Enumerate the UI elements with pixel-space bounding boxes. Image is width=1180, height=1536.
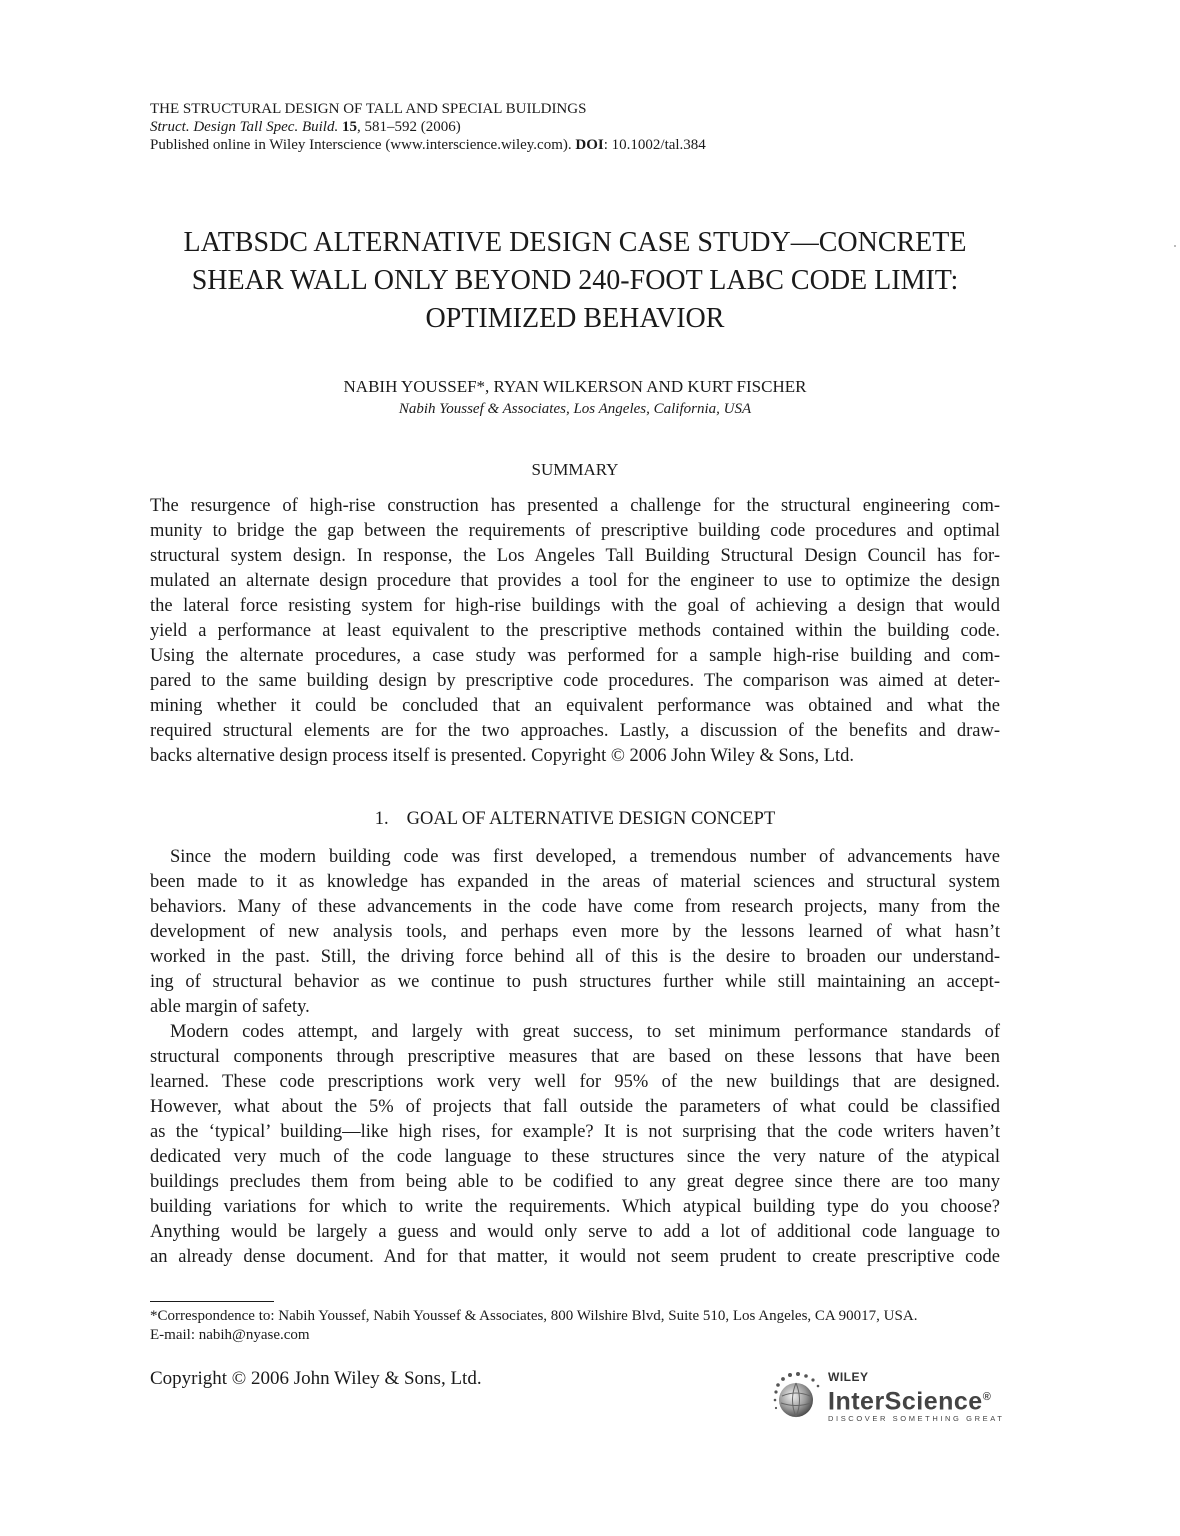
registered-mark: ® — [982, 1391, 992, 1403]
text-line: mulated an alternate design procedure that provides a tool for the engineer to use to optimize the design — [150, 571, 1000, 591]
logo-tagline: DISCOVER SOMETHING GREAT — [828, 1414, 1005, 1424]
logo-brand-name: InterScience — [828, 1387, 983, 1416]
text-line: The resurgence of high-rise construction has presented a challenge for the structural engineering com- — [150, 496, 1000, 516]
text-line: worked in the past. Still, the driving force behind all of this is the desire to broaden our understand- — [150, 947, 1000, 967]
wiley-interscience-logo — [772, 1370, 1004, 1422]
section-number: 1. — [374, 809, 389, 829]
logo-wiley: WILEY — [828, 1370, 869, 1384]
text-line: mining whether it could be concluded that an equivalent performance was obtained and what the — [150, 696, 1000, 716]
footnote-divider — [150, 1301, 274, 1302]
text-line: dedicated very much of the code language to these structures since the very nature of the atypical — [150, 1147, 1000, 1167]
text-line: ing of structural behavior as we continue to push structures further while still maintaining an accept- — [150, 972, 1000, 992]
text-line: an already dense document. And for that matter, it would not seem prudent to create prescriptive code — [150, 1247, 1000, 1267]
text-line: yield a performance at least equivalent to the prescriptive methods contained within the building code. — [150, 621, 1000, 641]
text-line: backs alternative design process itself is presented. Copyright © 2006 John Wiley & Sons, Ltd. — [150, 746, 855, 766]
paper-title — [150, 224, 1000, 338]
doi-value: : 10.1002/tal.384 — [603, 137, 706, 153]
text-line: munity to bridge the gap between the requirements of prescriptive building code procedures and optimal — [150, 521, 1000, 541]
publication-info — [150, 136, 706, 154]
section-heading — [150, 808, 1000, 830]
text-line: Modern codes attempt, and largely with great success, to set minimum performance standards of — [170, 1022, 1000, 1042]
title-line: OPTIMIZED BEHAVIOR — [425, 303, 725, 334]
summary-abstract — [150, 494, 1000, 769]
scan-artifact — [1174, 245, 1176, 247]
citation-volume: 15 — [341, 119, 357, 135]
footnote-line: *Correspondence to: Nabih Youssef, Nabih Youssef & Associates, 800 Wilshire Blvd, Suite 510, Los Angeles, CA 90017, USA. — [150, 1308, 918, 1324]
body-paragraph — [150, 845, 1000, 1020]
affiliation: Nabih Youssef & Associates, Los Angeles, California, USA — [398, 401, 752, 417]
text-line: pared to the same building design by prescriptive code procedures. The comparison was aimed at deter- — [150, 671, 1000, 691]
journal-header — [150, 100, 706, 154]
globe-icon — [772, 1370, 824, 1422]
section-title: GOAL OF ALTERNATIVE DESIGN CONCEPT — [406, 809, 776, 829]
doi-label: DOI — [575, 137, 604, 153]
citation-pages: , 581–592 (2006) — [356, 119, 461, 135]
text-line: building variations for which to write the requirements. Which atypical building type do you choose? — [150, 1197, 1000, 1217]
text-line: development of new analysis tools, and perhaps even more by the lessons learned of what hasn’t — [150, 922, 1000, 942]
text-line: able margin of safety. — [150, 997, 310, 1017]
text-line: the lateral force resisting system for high-rise buildings with the goal of achieving a design that would — [150, 596, 1000, 616]
text-line: as the ‘typical’ building—like high rises, for example? It is not surprising that the code writers haven’t — [150, 1122, 1000, 1142]
text-line: structural system design. In response, the Los Angeles Tall Building Structural Design Council has for- — [150, 546, 1000, 566]
footnote-email: E-mail: nabih@nyase.com — [150, 1327, 310, 1343]
published-online: Published online in Wiley Interscience (www.interscience.wiley.com). — [150, 137, 572, 153]
correspondence-footnote — [150, 1307, 1000, 1345]
text-line: structural components through prescriptive measures that are based on these lessons that have been — [150, 1047, 1000, 1067]
text-line: learned. These code prescriptions work very well for 95% of the new buildings that are designed. — [150, 1072, 1000, 1092]
text-line: Using the alternate procedures, a case study was performed for a sample high-rise building and com- — [150, 646, 1000, 666]
authors: NABIH YOUSSEF*, RYAN WILKERSON AND KURT FISCHER — [343, 377, 807, 396]
journal-page — [150, 0, 1005, 1536]
text-line: been made to it as knowledge has expanded in the areas of material sciences and structural system — [150, 872, 1000, 892]
logo-text — [828, 1370, 1008, 1424]
journal-name: THE STRUCTURAL DESIGN OF TALL AND SPECIAL BUILDINGS — [150, 101, 587, 117]
copyright-footer: Copyright © 2006 John Wiley & Sons, Ltd. — [150, 1368, 482, 1389]
title-line: SHEAR WALL ONLY BEYOND 240-FOOT LABC CODE LIMIT: — [191, 265, 959, 296]
journal-citation — [150, 118, 706, 136]
summary-heading: SUMMARY — [531, 460, 619, 479]
text-line: required structural elements are for the two approaches. Lastly, a discussion of the benefits and draw- — [150, 721, 1000, 741]
text-line: Since the modern building code was first developed, a tremendous number of advancements have — [170, 847, 1000, 867]
text-line: Anything would be largely a guess and would only serve to add a lot of additional code language to — [150, 1222, 1000, 1242]
text-line: behaviors. Many of these advancements in the code have come from research projects, many from the — [150, 897, 1000, 917]
logo-brand — [828, 1384, 1008, 1414]
title-line: LATBSDC ALTERNATIVE DESIGN CASE STUDY—CONCRETE — [183, 227, 967, 258]
body-paragraph — [150, 1020, 1000, 1270]
text-line: However, what about the 5% of projects that fall outside the parameters of what could be classified — [150, 1097, 1000, 1117]
citation-abbrev: Struct. Design Tall Spec. Build. — [150, 119, 339, 135]
text-line: buildings precludes them from being able to be codified to any great degree since there are too many — [150, 1172, 1000, 1192]
